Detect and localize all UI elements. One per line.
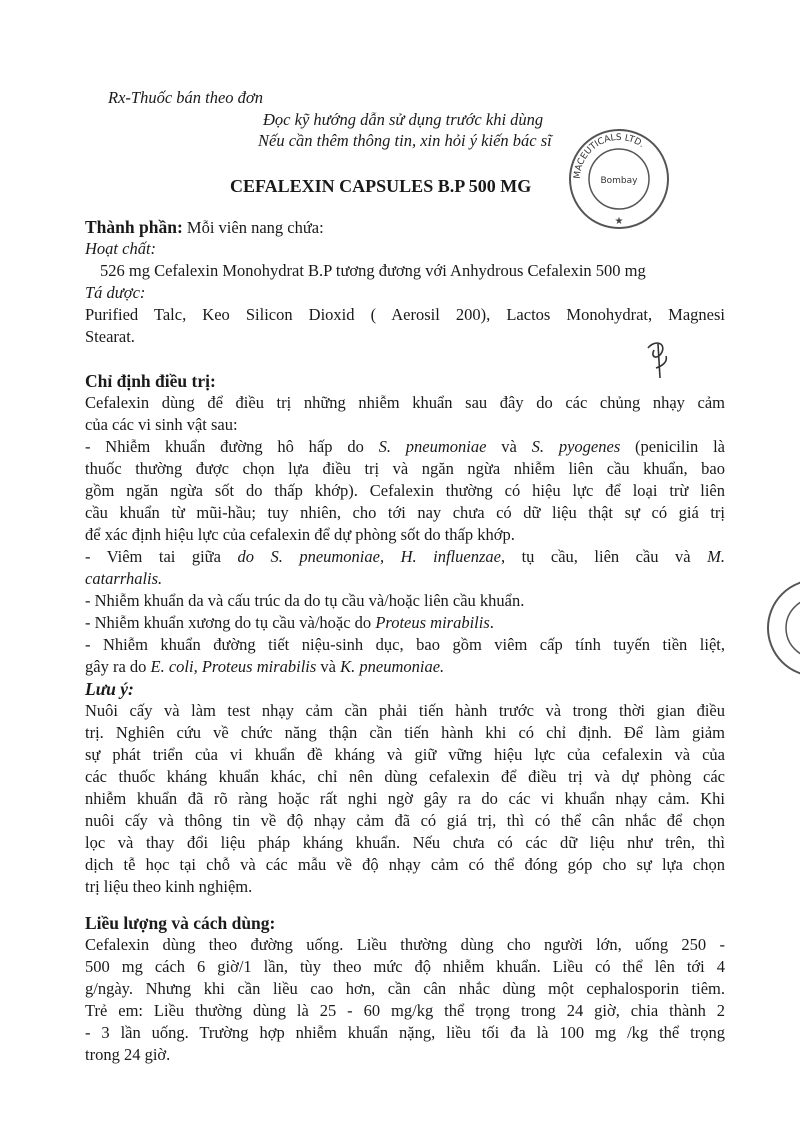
indication-text: - Nhiễm khuẩn đường hô hấp do bbox=[85, 437, 379, 456]
dosage-line: Cefalexin dùng theo đường uống. Liều thường dùng cho người lớn, uống 250 - bbox=[85, 935, 725, 954]
dosage-line: trong 24 giờ. bbox=[85, 1045, 171, 1064]
stamp-center-text: Bombay bbox=[600, 176, 638, 186]
active-label: Hoạt chất: bbox=[85, 239, 157, 258]
organism-name: catarrhalis. bbox=[85, 569, 163, 588]
indication-text: , tụ cầu, liên cầu và bbox=[500, 547, 708, 566]
dosage-line: g/ngày. Nhưng khi cần liều cao hơn, cần cân nhắc dùng một cephalosporin tiêm. bbox=[85, 979, 725, 998]
excipient-line-1: Purified Talc, Keo Silicon Dioxid ( Aerosil 200), Lactos Monohydrat, Magnesi bbox=[85, 305, 725, 324]
composition-line bbox=[85, 216, 725, 239]
indication-line: cầu khuẩn từ mũi-hầu; tuy nhiên, cho tới nay chưa có dữ liệu thật sự có giá trị bbox=[85, 503, 725, 522]
indication-line: thuốc thường được chọn lựa điều trị và ngăn ngừa nhiễm liên cầu khuẩn, bao bbox=[85, 459, 725, 478]
stamp-ring-text: MACEUTICALS LTD. bbox=[572, 132, 646, 180]
stamp-star-icon: ★ bbox=[614, 216, 624, 227]
indication-line: của các vi sinh vật sau: bbox=[85, 415, 238, 434]
indication-urinary-cont bbox=[85, 656, 725, 678]
read-instructions-note: Đọc kỹ hướng dẫn sử dụng trước khi dùng bbox=[263, 110, 544, 129]
note-line: nuôi cấy và thông tin về độ nhạy cảm đã có giá trị, thì có thể cân nhắc để chọn bbox=[85, 811, 725, 830]
rx-label: Rx-Thuốc bán theo đơn bbox=[108, 88, 263, 107]
composition-intro: Mỗi viên nang chứa: bbox=[182, 218, 324, 237]
organism-name: S. pyogenes bbox=[531, 437, 621, 456]
indication-line: để xác định hiệu lực của cefalexin để dự phòng sốt do thấp khớp. bbox=[85, 525, 515, 544]
note-line: dịch tễ học tại chỗ và các mẫu về độ nhạy cảm có thể đóng góp cho sự lựa chọn bbox=[85, 855, 725, 874]
note-heading: Lưu ý: bbox=[85, 679, 134, 699]
excipient-label: Tá dược: bbox=[85, 283, 146, 302]
partial-stamp-graphic bbox=[764, 576, 800, 680]
indication-bone bbox=[85, 612, 725, 634]
dosage-line: Trẻ em: Liều thường dùng là 25 - 60 mg/kg thể trọng trong 24 giờ, chia thành 2 bbox=[85, 1001, 725, 1020]
note-line: sự phát triển của vi khuẩn đề kháng và giữ vững hiệu lực của cefalexin và của bbox=[85, 745, 725, 764]
partial-stamp-edge bbox=[764, 576, 800, 680]
indication-text: (penicilin là bbox=[620, 437, 726, 456]
dosage-line: - 3 lần uống. Trường hợp nhiễm khuẩn nặng, liều tối đa là 100 mg /kg thể trọng bbox=[85, 1023, 725, 1042]
ask-doctor-note: Nếu cần thêm thông tin, xin hỏi ý kiến bác sĩ bbox=[258, 131, 552, 150]
note-line: nhiễm khuẩn đã rõ ràng hoặc rất nghi ngờ gây ra do các vi khuẩn nhạy cảm. Khi bbox=[85, 789, 725, 808]
dosage-heading: Liều lượng và cách dùng: bbox=[85, 913, 276, 933]
note-line: trị liệu theo kinh nghiệm. bbox=[85, 877, 253, 896]
indication-skin: - Nhiễm khuẩn da và cấu trúc da do tụ cầu và/hoặc liên cầu khuẩn. bbox=[85, 591, 525, 610]
indication-line: gồm ngăn ngừa sốt do thấp khớp). Cefalexin thường có hiệu lực để loại trừ liên bbox=[85, 481, 725, 500]
dosage-line: 500 mg cách 6 giờ/1 lần, tùy theo mức độ nhiễm khuẩn. Liều có thể lên tới 4 bbox=[85, 957, 725, 976]
indications-heading: Chỉ định điều trị: bbox=[85, 371, 216, 391]
excipient-line-2: Stearat. bbox=[85, 327, 135, 346]
indication-otitis bbox=[85, 546, 725, 568]
document-title: CEFALEXIN CAPSULES B.P 500 MG bbox=[230, 176, 532, 196]
organism-name: do S. pneumoniae, H. influenzae bbox=[237, 547, 501, 566]
indication-text: và bbox=[316, 657, 341, 676]
organism-name: S. pneumoniae bbox=[378, 437, 487, 456]
indication-text: - Nhiễm khuẩn xương do tụ cầu và/hoặc do bbox=[85, 613, 376, 632]
indication-line: Cefalexin dùng để điều trị những nhiễm khuẩn sau đây do các chủng nhạy cảm bbox=[85, 393, 725, 412]
composition-heading: Thành phần: bbox=[85, 217, 183, 237]
indication-text: và bbox=[486, 437, 532, 456]
organism-name: E. coli, Proteus mirabilis bbox=[150, 657, 317, 676]
indication-text: . bbox=[489, 613, 494, 632]
note-line: trị. Nghiên cứu về chức năng thận cần tiến hành khi có chỉ định. Để làm giảm bbox=[85, 723, 725, 742]
indication-text: gây ra do bbox=[85, 657, 151, 676]
indication-urinary: - Nhiễm khuẩn đường tiết niệu-sinh dục, bao gồm viêm cấp tính tuyến tiền liệt, bbox=[85, 635, 725, 654]
note-line: các thuốc kháng khuẩn khác, chỉ nên dùng cefalexin để điều trị và dự phòng các bbox=[85, 767, 725, 786]
indication-text: - Viêm tai giữa bbox=[85, 547, 238, 566]
indication-respiratory bbox=[85, 436, 725, 458]
organism-name: M. bbox=[707, 547, 725, 566]
note-line: Nuôi cấy và làm test nhạy cảm cần phải tiến hành trước và trong thời gian điều bbox=[85, 701, 725, 720]
note-line: lọc và thay đổi liệu pháp kháng khuẩn. Nếu chưa có các dữ liệu như trên, thì bbox=[85, 833, 725, 852]
organism-name: Proteus mirabilis bbox=[375, 613, 490, 632]
active-ingredient: 526 mg Cefalexin Monohydrat B.P tương đương với Anhydrous Cefalexin 500 mg bbox=[100, 261, 646, 280]
organism-name: K. pneumoniae. bbox=[340, 657, 445, 676]
